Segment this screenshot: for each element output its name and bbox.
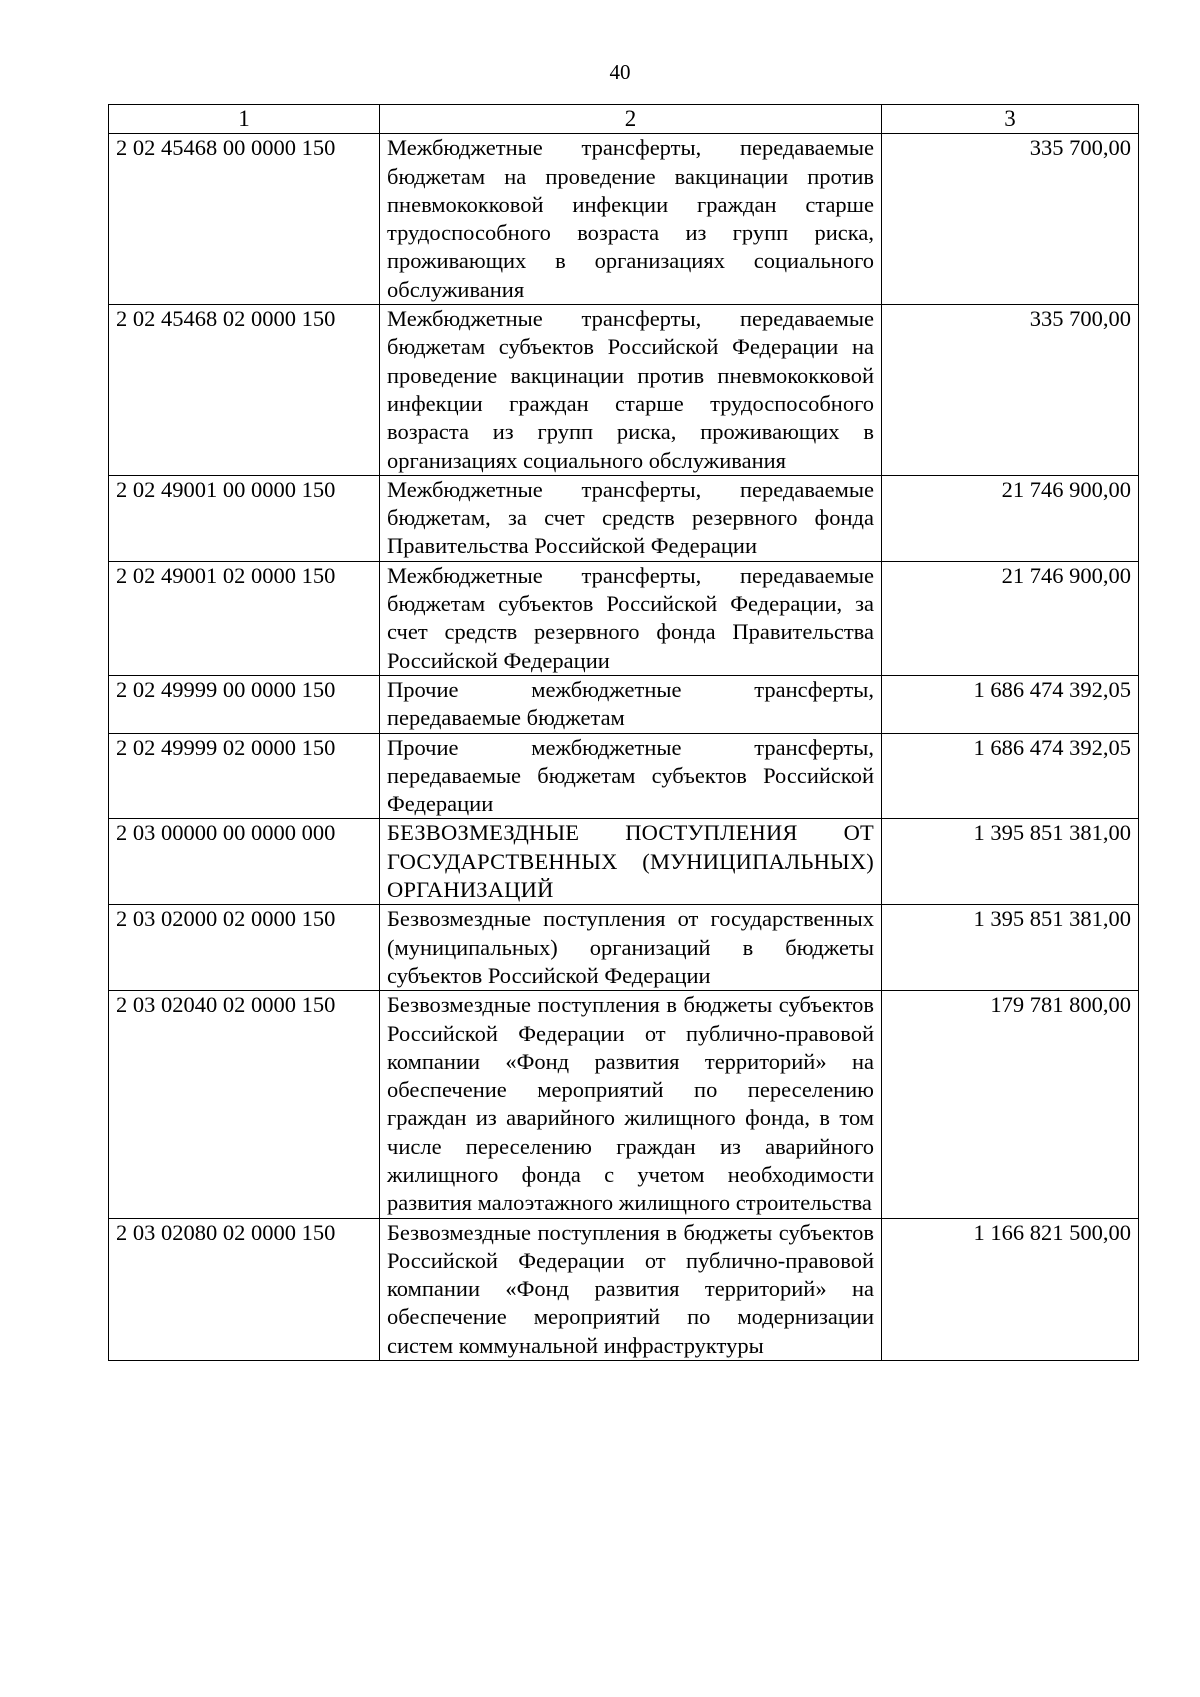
budget-revenue-table [108, 104, 1139, 1361]
revenue-description: Межбюджетные трансферты, передаваемые бюджетам субъектов Российской Федерации, за счет средств резервного фонда Правительства Российской Федерации [380, 561, 882, 675]
budget-code: 2 02 49001 00 0000 150 [109, 475, 380, 561]
amount: 1 395 851 381,00 [882, 905, 1139, 991]
table-row [109, 819, 1139, 905]
column-header-1: 1 [109, 105, 380, 134]
amount: 179 781 800,00 [882, 991, 1139, 1218]
table-row [109, 675, 1139, 733]
amount: 1 166 821 500,00 [882, 1218, 1139, 1360]
amount: 21 746 900,00 [882, 475, 1139, 561]
revenue-description: Безвозмездные поступления в бюджеты субъектов Российской Федерации от публично-правовой компании «Фонд развития территорий» на обеспечение мероприятий по переселению граждан из аварийного жилищного фонда, в том числе переселению граждан из аварийного жилищного фонда с учетом необходимости развития малоэтажного жилищного строительства [380, 991, 882, 1218]
table-row [109, 1218, 1139, 1360]
page-number: 40 [609, 60, 631, 84]
table-row [109, 305, 1139, 476]
table-row [109, 561, 1139, 675]
revenue-description: Безвозмездные поступления в бюджеты субъектов Российской Федерации от публично-правовой компании «Фонд развития территорий» на обеспечение мероприятий по модернизации систем коммунальной инфраструктуры [380, 1218, 882, 1360]
budget-code: 2 02 49999 02 0000 150 [109, 733, 380, 819]
revenue-description: БЕЗВОЗМЕЗДНЫЕ ПОСТУПЛЕНИЯ ОТ ГОСУДАРСТВЕННЫХ (МУНИЦИПАЛЬНЫХ) ОРГАНИЗАЦИЙ [380, 819, 882, 905]
revenue-description: Межбюджетные трансферты, передаваемые бюджетам, за счет средств резервного фонда Правительства Российской Федерации [380, 475, 882, 561]
revenue-description: Безвозмездные поступления от государственных (муниципальных) организаций в бюджеты субъектов Российской Федерации [380, 905, 882, 991]
header-row [109, 105, 1139, 134]
budget-code: 2 02 49001 02 0000 150 [109, 561, 380, 675]
revenue-description: Межбюджетные трансферты, передаваемые бюджетам на проведение вакцинации против пневмококковой инфекции граждан старше трудоспособного возраста из групп риска, проживающих в организациях социального обслуживания [380, 134, 882, 305]
budget-code: 2 03 02000 02 0000 150 [109, 905, 380, 991]
column-header-3: 3 [882, 105, 1139, 134]
budget-code: 2 02 49999 00 0000 150 [109, 675, 380, 733]
amount: 1 686 474 392,05 [882, 675, 1139, 733]
revenue-description: Прочие межбюджетные трансферты, передаваемые бюджетам [380, 675, 882, 733]
revenue-description: Прочие межбюджетные трансферты, передаваемые бюджетам субъектов Российской Федерации [380, 733, 882, 819]
column-header-2: 2 [380, 105, 882, 134]
amount: 335 700,00 [882, 134, 1139, 305]
budget-code: 2 03 02040 02 0000 150 [109, 991, 380, 1218]
amount: 335 700,00 [882, 305, 1139, 476]
budget-code: 2 03 00000 00 0000 000 [109, 819, 380, 905]
table-row [109, 475, 1139, 561]
amount: 1 395 851 381,00 [882, 819, 1139, 905]
table-row [109, 733, 1139, 819]
budget-code: 2 03 02080 02 0000 150 [109, 1218, 380, 1360]
table-row [109, 134, 1139, 305]
revenue-description: Межбюджетные трансферты, передаваемые бюджетам субъектов Российской Федерации на проведение вакцинации против пневмококковой инфекции граждан старше трудоспособного возраста из групп риска, проживающих в организациях социального обслуживания [380, 305, 882, 476]
table-row [109, 991, 1139, 1218]
amount: 21 746 900,00 [882, 561, 1139, 675]
table-row [109, 905, 1139, 991]
budget-code: 2 02 45468 02 0000 150 [109, 305, 380, 476]
budget-code: 2 02 45468 00 0000 150 [109, 134, 380, 305]
amount: 1 686 474 392,05 [882, 733, 1139, 819]
